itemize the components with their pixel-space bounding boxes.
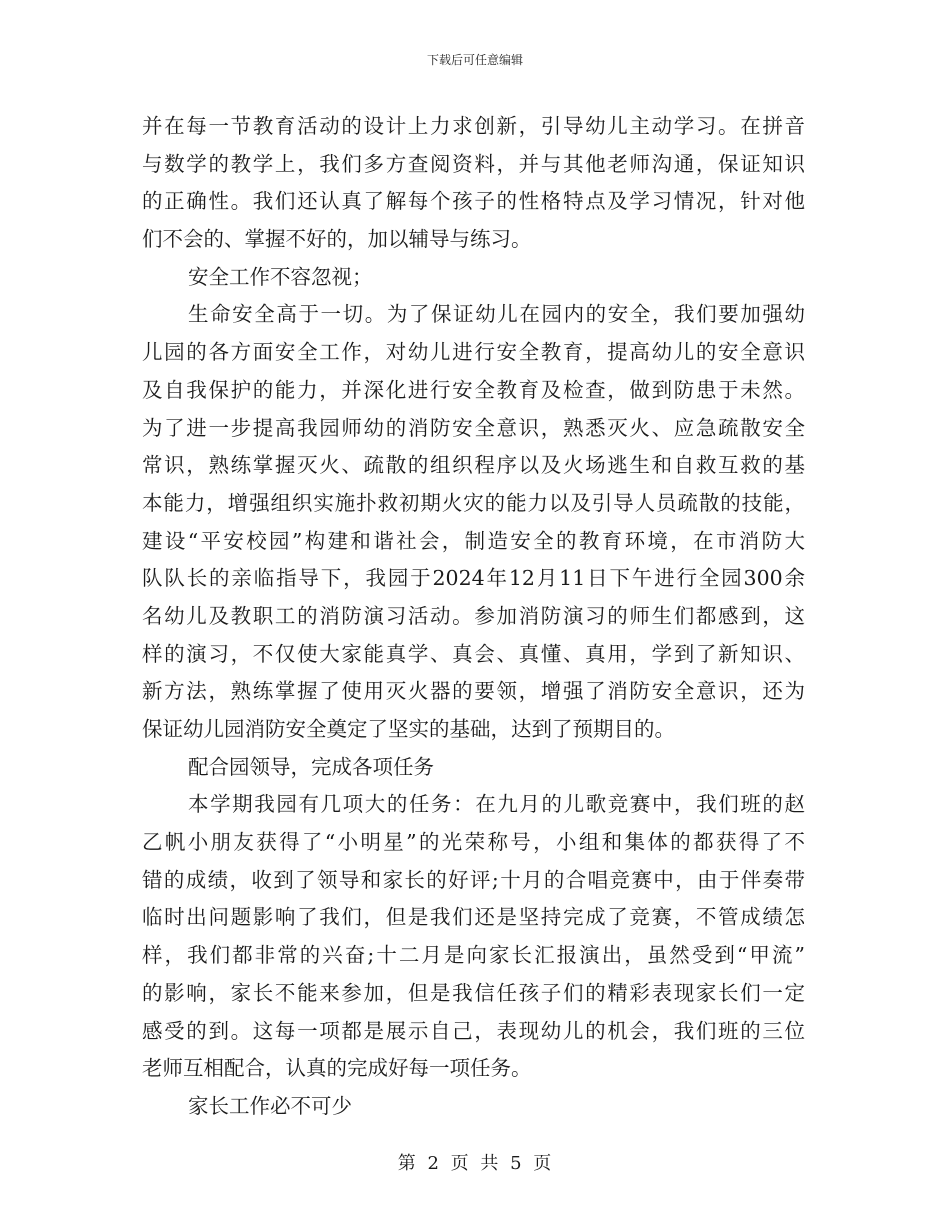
section-heading-parents: 家长工作必不可少 — [188, 1093, 352, 1118]
text-line: 常识，熟练掌握灭火、疏散的组织程序以及火场逃生和自救互救的基 — [142, 453, 805, 478]
text-line: 生命安全高于一切。为了保证幼儿在园内的安全，我们要加强幼 — [188, 302, 805, 327]
page-label-gong: 共 — [480, 1153, 500, 1174]
page-number — [0, 1152, 950, 1176]
text-line: 乙帆小朋友获得了“小明星”的光荣称号，小组和集体的都获得了不 — [142, 830, 805, 855]
text-line: 与数学的教学上，我们多方查阅资料，并与其他老师沟通，保证知识 — [142, 151, 805, 176]
text-line: 为了进一步提高我园师幼的消防安全意识，熟悉灭火、应急疏散安全 — [142, 415, 805, 440]
section-heading-safety: 安全工作不容忽视； — [188, 264, 373, 289]
text-line: 保证幼儿园消防安全奠定了坚实的基础，达到了预期目的。 — [142, 717, 675, 741]
text-line: 本能力，增强组织实施扑救初期火灾的能力以及引导人员疏散的技能， — [142, 490, 805, 515]
page-label-di: 第 — [397, 1153, 417, 1174]
text-line: 的影响，家长不能来参加，但是我信任孩子们的精彩表现家长们一定 — [142, 980, 805, 1005]
text-line: 的正确性。我们还认真了解每个孩子的性格特点及学习情况，针对他 — [142, 189, 805, 214]
text-line: 儿园的各方面安全工作，对幼儿进行安全教育，提高幼儿的安全意识 — [142, 340, 805, 365]
section-heading-tasks: 配合园领导，完成各项任务 — [188, 754, 434, 779]
text-line: 错的成绩，收到了领导和家长的好评;十月的合唱竞赛中，由于伴奏带 — [142, 867, 805, 892]
page-label-ye-2: 页 — [533, 1153, 553, 1174]
text-line: 队队长的亲临指导下，我园于2024年12月11日下午进行全园300余 — [142, 566, 805, 591]
text-line: 感受的到。这每一项都是展示自己，表现幼儿的机会，我们班的三位 — [142, 1018, 805, 1043]
current-page-number: 2 — [427, 1153, 440, 1174]
document-body — [142, 108, 805, 1126]
text-line: 本学期我园有几项大的任务：在九月的儿歌竞赛中，我们班的赵 — [188, 792, 805, 817]
text-line: 老师互相配合，认真的完成好每一项任务。 — [142, 1056, 532, 1081]
text-line: 样的演习，不仅使大家能真学、真会、真懂、真用，学到了新知识、 — [142, 641, 805, 666]
text-line: 建设“平安校园”构建和谐社会，制造安全的教育环境，在市消防大 — [142, 528, 805, 553]
total-page-count: 5 — [510, 1153, 523, 1174]
page-label-ye: 页 — [450, 1153, 470, 1174]
text-line: 及自我保护的能力，并深化进行安全教育及检查，做到防患于未然。 — [142, 377, 805, 402]
text-line: 并在每一节教育活动的设计上力求创新，引导幼儿主动学习。在拼音 — [142, 114, 805, 138]
page-header-note: 下载后可任意编辑 — [426, 53, 523, 67]
text-line: 名幼儿及教职工的消防演习活动。参加消防演习的师生们都感到，这 — [142, 603, 805, 628]
text-line: 们不会的、掌握不好的，加以辅导与练习。 — [142, 227, 532, 252]
text-line: 新方法，熟练掌握了使用灭火器的要领，增强了消防安全意识，还为 — [142, 679, 805, 704]
text-line: 样，我们都非常的兴奋;十二月是向家长汇报演出，虽然受到“甲流” — [142, 943, 805, 968]
text-line: 临时出问题影响了我们，但是我们还是坚持完成了竞赛，不管成绩怎 — [142, 905, 805, 930]
